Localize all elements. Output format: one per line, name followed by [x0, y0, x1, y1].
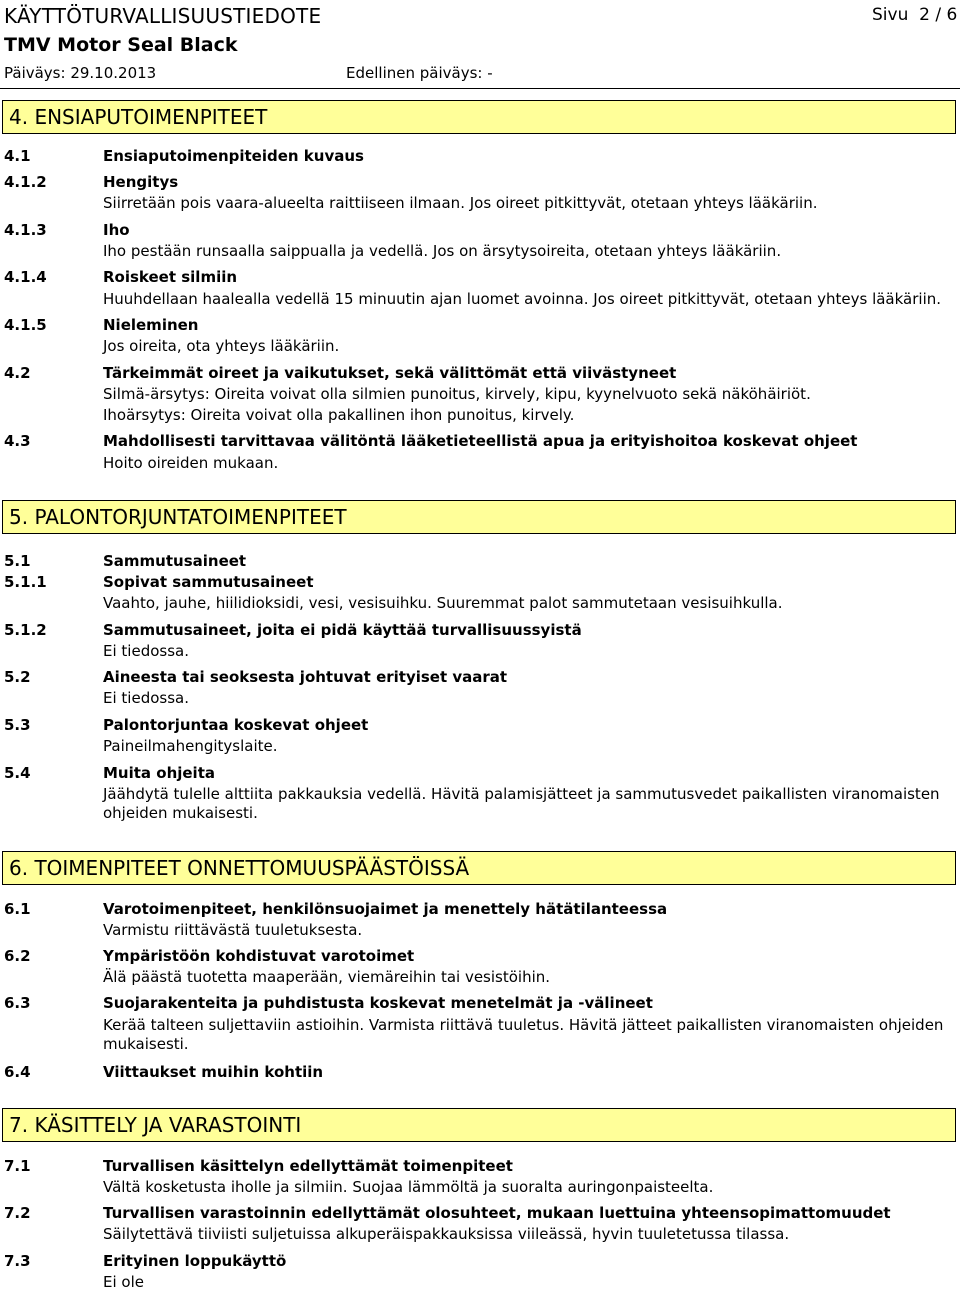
item-text: Varmistu riittävästä tuuletuksesta.	[103, 921, 363, 939]
section-5-heading: 5. PALONTORJUNTATOIMENPITEET	[2, 500, 956, 534]
item-heading: Turvallisen käsittelyn edellyttämät toimenpiteet	[103, 1157, 513, 1175]
document-date: Päiväys: 29.10.2013	[4, 64, 157, 82]
item-text: Älä päästä tuotetta maaperään, viemäreihin tai vesistöihin.	[103, 968, 551, 986]
previous-date: Edellinen päiväys: -	[346, 64, 493, 82]
item-heading: Sopivat sammutusaineet	[103, 573, 314, 591]
item-number: 7.1	[4, 1157, 31, 1175]
item-heading: Muita ohjeita	[103, 764, 215, 782]
item-number: 5.1.1	[4, 573, 47, 591]
item-heading: Viittaukset muihin kohtiin	[103, 1063, 324, 1081]
item-text: Vältä kosketusta iholle ja silmiin. Suojaa lämmöltä ja suoralta auringonpaisteelta.	[103, 1178, 714, 1196]
item-number: 6.3	[4, 994, 31, 1012]
item-text: Ihoärsytys: Oireita voivat olla pakallinen ihon punoitus, kirvely.	[103, 406, 575, 424]
item-number: 5.3	[4, 716, 31, 734]
item-number: 4.1.5	[4, 316, 47, 334]
item-number: 4.1.4	[4, 268, 47, 286]
item-text: Hoito oireiden mukaan.	[103, 454, 279, 472]
item-number: 5.2	[4, 668, 31, 686]
item-text: Kerää talteen suljettaviin astioihin. Varmista riittävä tuuletus. Hävitä jätteet paikallisten viranomaisten ohjeiden mukaisesti.	[103, 1016, 944, 1053]
page-label: Sivu	[872, 5, 909, 25]
item-heading: Erityinen loppukäyttö	[103, 1252, 287, 1270]
header-divider	[0, 88, 960, 89]
item-text: Säilytettävä tiiviisti suljetuissa alkuperäispakkauksissa viileässä, hyvin tuuletetussa tilassa.	[103, 1225, 790, 1243]
item-number: 4.1	[4, 147, 31, 165]
item-heading: Mahdollisesti tarvittavaa välitöntä lääketieteellistä apua ja erityishoitoa koskevat ohjeet	[103, 432, 858, 450]
item-heading: Palontorjuntaa koskevat ohjeet	[103, 716, 369, 734]
item-heading: Roiskeet silmiin	[103, 268, 238, 286]
page-current: 2	[919, 5, 930, 25]
item-text: Silmä-ärsytys: Oireita voivat olla silmien punoitus, kirvely, kipu, kyynelvuoto sekä näköhäiriöt.	[103, 385, 811, 403]
item-heading: Ensiaputoimenpiteiden kuvaus	[103, 147, 364, 165]
item-heading: Tärkeimmät oireet ja vaikutukset, sekä välittömät että viivästyneet	[103, 364, 677, 382]
item-text: Siirretään pois vaara-alueelta raittiiseen ilmaan. Jos oireet pitkittyvät, otetaan yhteys lääkäriin.	[103, 194, 818, 212]
item-number: 4.1.2	[4, 173, 47, 191]
item-text: Paineilmahengityslaite.	[103, 737, 278, 755]
item-heading: Sammutusaineet	[103, 552, 247, 570]
item-text: Vaahto, jauhe, hiilidioksidi, vesi, vesisuihku. Suuremmat palot sammutetaan vesisuihkulla.	[103, 594, 783, 612]
section-4-heading: 4. ENSIAPUTOIMENPITEET	[2, 100, 956, 134]
section-7-heading: 7. KÄSITTELY JA VARASTOINTI	[2, 1108, 956, 1142]
item-number: 5.1	[4, 552, 31, 570]
item-text: Ei ole	[103, 1273, 144, 1291]
item-number: 6.4	[4, 1063, 31, 1081]
item-heading: Aineesta tai seoksesta johtuvat erityiset vaarat	[103, 668, 508, 686]
item-heading: Suojarakenteita ja puhdistusta koskevat menetelmät ja -välineet	[103, 994, 653, 1012]
item-heading: Varotoimenpiteet, henkilönsuojaimet ja menettely hätätilanteessa	[103, 900, 668, 918]
item-heading: Ympäristöön kohdistuvat varotoimet	[103, 947, 415, 965]
item-number: 6.1	[4, 900, 31, 918]
item-text: Huuhdellaan haalealla vedellä 15 minuutin ajan luomet avoinna. Jos oireet pitkittyvät, otetaan yhteys lääkäriin.	[103, 290, 942, 308]
page-total: 6	[946, 5, 958, 25]
item-number: 7.2	[4, 1204, 31, 1222]
item-number: 6.2	[4, 947, 31, 965]
item-heading: Iho	[103, 221, 130, 239]
item-text: Ei tiedossa.	[103, 689, 189, 707]
item-heading: Hengitys	[103, 173, 179, 191]
page-separator: /	[935, 5, 942, 25]
item-number: 5.1.2	[4, 621, 47, 639]
item-heading: Nieleminen	[103, 316, 199, 334]
item-number: 5.4	[4, 764, 31, 782]
item-heading: Turvallisen varastoinnin edellyttämät olosuhteet, mukaan luettuina yhteensopimattomuudet	[103, 1204, 891, 1222]
item-text: Jäähdytä tulelle alttiita pakkauksia vedellä. Hävitä palamisjätteet ja sammutusvedet paikallisten viranomaisten ohjeiden mukaisesti.	[103, 785, 940, 822]
document-title: KÄYTTÖTURVALLISUUSTIEDOTE	[4, 4, 322, 28]
item-heading: Sammutusaineet, joita ei pidä käyttää turvallisuussyistä	[103, 621, 582, 639]
section-6-heading: 6. TOIMENPITEET ONNETTOMUUSPÄÄSTÖISSÄ	[2, 851, 956, 885]
item-text: Jos oireita, ota yhteys lääkäriin.	[103, 337, 340, 355]
item-text: Iho pestään runsaalla saippualla ja vedellä. Jos on ärsytysoireita, otetaan yhteys lääkäriin.	[103, 242, 782, 260]
item-number: 7.3	[4, 1252, 31, 1270]
item-text: Ei tiedossa.	[103, 642, 189, 660]
page-indicator	[872, 5, 957, 25]
item-number: 4.3	[4, 432, 31, 450]
item-number: 4.1.3	[4, 221, 47, 239]
item-number: 4.2	[4, 364, 31, 382]
product-name: TMV Motor Seal Black	[4, 34, 238, 56]
